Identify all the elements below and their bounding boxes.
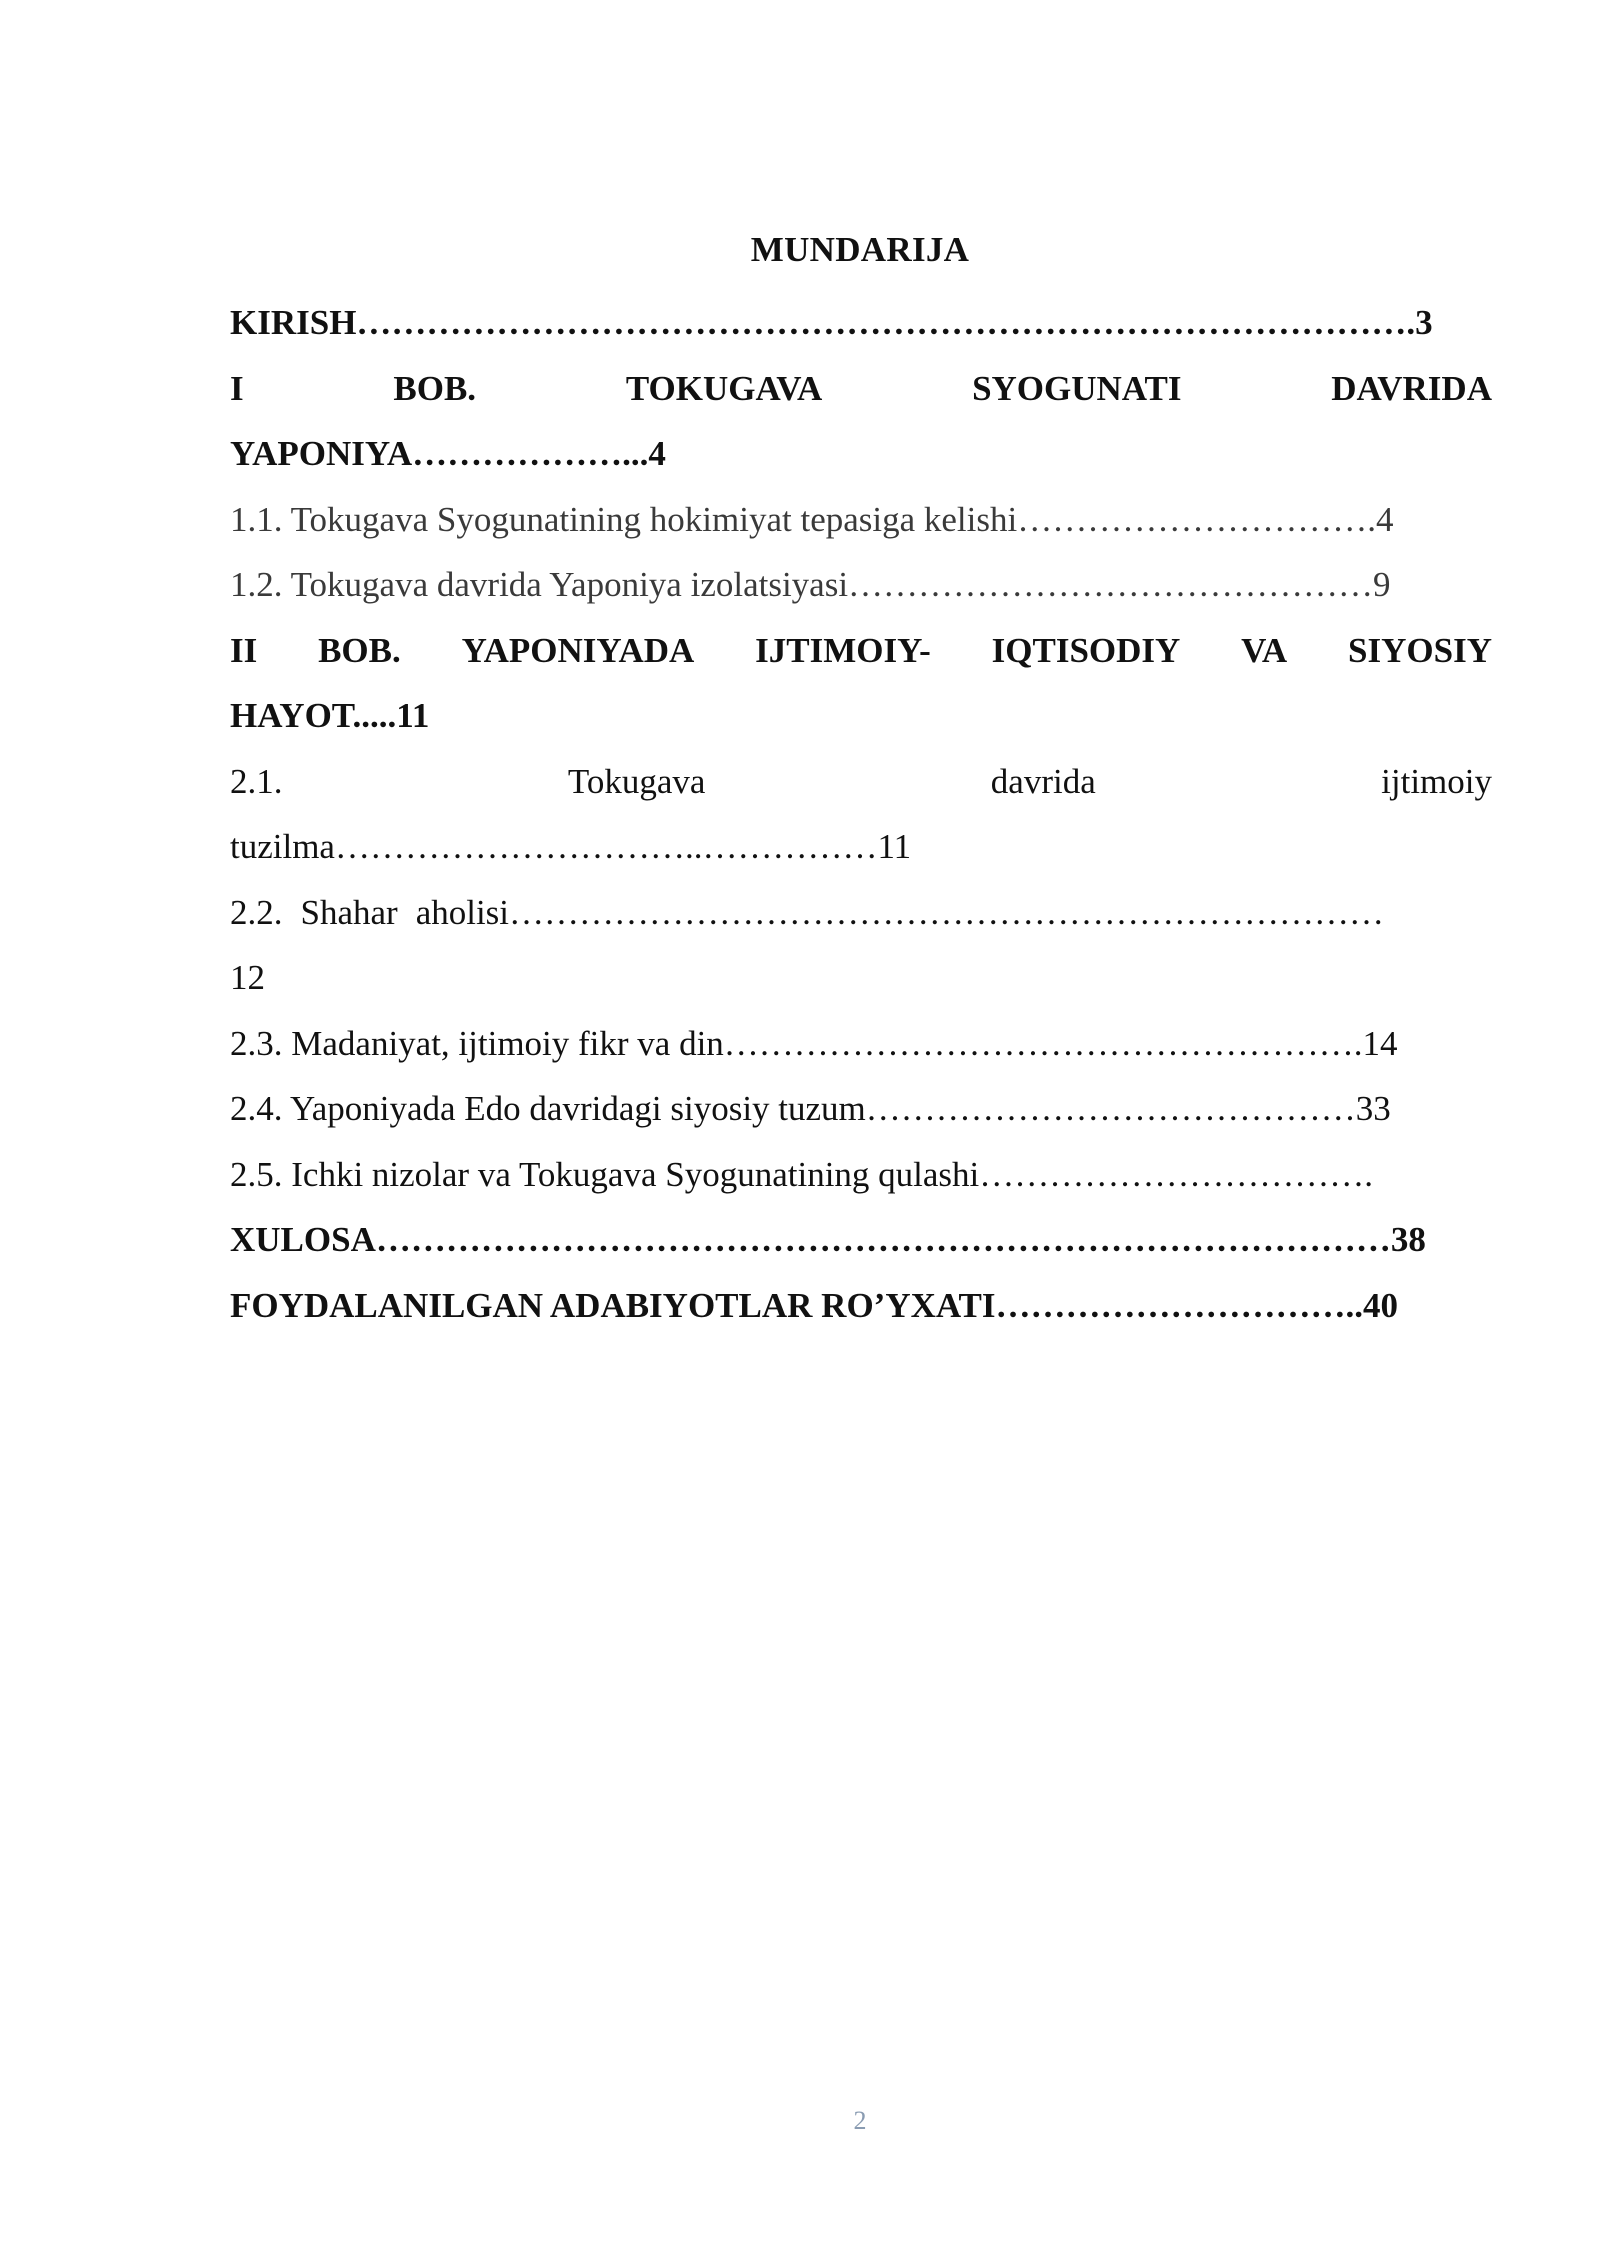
toc-word: davrida xyxy=(990,761,1096,801)
toc-entry-2-1 xyxy=(230,749,1492,880)
toc-word: Shahar xyxy=(300,892,398,932)
document-title: MUNDARIJA xyxy=(750,230,970,269)
toc-entry-bob2-line1 xyxy=(230,618,1492,684)
toc-word: II xyxy=(230,630,258,670)
table-of-contents xyxy=(230,290,1492,1338)
page-number: 2 xyxy=(853,2106,867,2135)
toc-word: SYOGUNATI xyxy=(972,368,1182,408)
toc-word: IJTIMOIY- xyxy=(755,630,931,670)
toc-entry-2-2-line2: 12 xyxy=(230,958,265,997)
toc-word: DAVRIDA xyxy=(1331,368,1492,408)
toc-entry-2-5: 2.5. Ichki nizolar va Tokugava Syogunatining qulashi……………………………. xyxy=(230,1154,1374,1194)
toc-entry-2-3: 2.3. Madaniyat, ijtimoiy fikr va din……………………………………………….14 xyxy=(230,1023,1398,1063)
toc-word: SIYOSIY xyxy=(1348,630,1492,670)
toc-entry-xulosa: XULOSA……………………………………………………………………………38 xyxy=(230,1220,1426,1259)
toc-word: BOB. xyxy=(318,630,401,670)
toc-word: I xyxy=(230,368,244,408)
toc-word: BOB. xyxy=(393,368,477,408)
toc-entry-bob1-line1 xyxy=(230,356,1492,422)
toc-entry-bob1 xyxy=(230,356,1492,487)
toc-word: TOKUGAVA xyxy=(625,368,823,408)
toc-word: 2.2. xyxy=(230,892,283,932)
toc-entry-kirish: KIRISH……………………………………………………………………………….3 xyxy=(230,303,1433,342)
toc-entry-1-1: 1.1. Tokugava Syogunatining hokimiyat tepasiga kelishi………………………….4 xyxy=(230,499,1394,539)
toc-entry-bob2 xyxy=(230,618,1492,749)
toc-word: IQTISODIY xyxy=(991,630,1181,670)
toc-entry-2-1-line2: tuzilma…………………………..……………11 xyxy=(230,827,912,866)
toc-word: ijtimoiy xyxy=(1381,761,1492,801)
toc-word: aholisi………………………………………………………………… xyxy=(415,892,1385,932)
toc-word: VA xyxy=(1241,630,1288,670)
toc-entry-adabiyotlar: FOYDALANILGAN ADABIYOTLAR RO’YXATI…………………………..40 xyxy=(230,1285,1399,1325)
toc-entry-bob2-line2: HAYOT.....11 xyxy=(230,696,430,735)
toc-word: 2.1. xyxy=(230,761,283,801)
toc-entry-2-2-line1 xyxy=(230,880,1492,946)
toc-entry-2-1-line1 xyxy=(230,749,1492,815)
toc-entry-bob1-line2: YAPONIYA………………...4 xyxy=(230,434,666,473)
toc-entry-2-4: 2.4. Yaponiyada Edo davridagi siyosiy tuzum……………………………………33 xyxy=(230,1089,1391,1128)
toc-word: YAPONIYADA xyxy=(461,630,695,670)
toc-word: Tokugava xyxy=(567,761,706,801)
toc-entry-1-2: 1.2. Tokugava davrida Yaponiya izolatsiyasi………………………………………9 xyxy=(230,565,1391,604)
toc-entry-2-2 xyxy=(230,880,1492,1011)
